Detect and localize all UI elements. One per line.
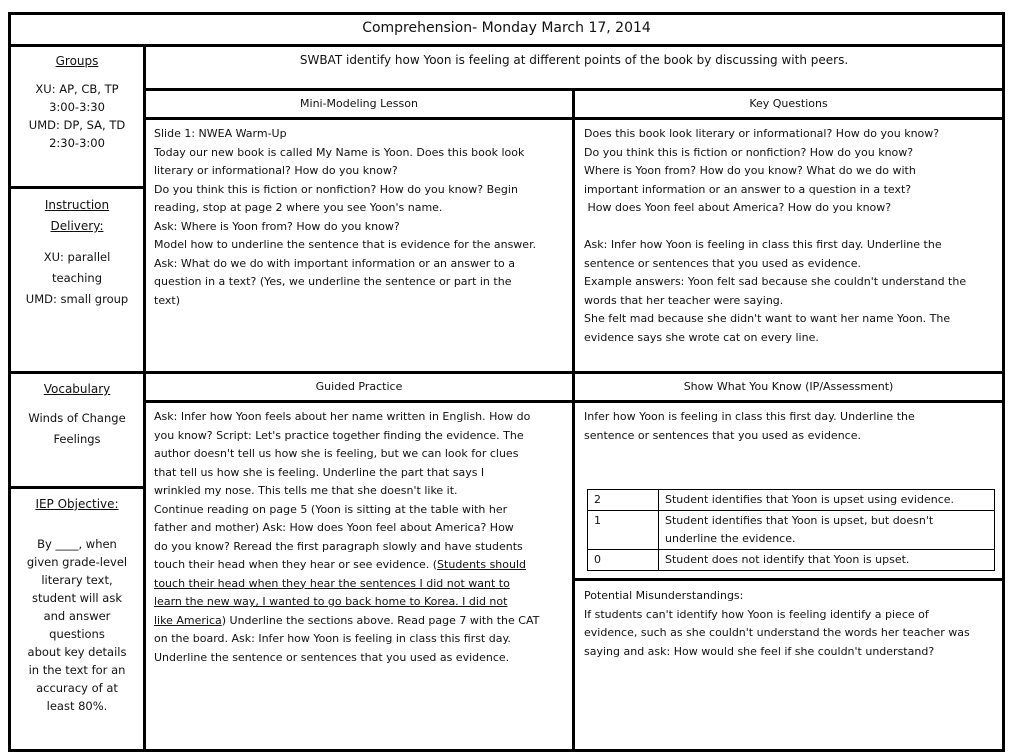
mini-lesson-line: reading, stop at page 2 where you see Yoon's name.: [154, 201, 443, 214]
rubric-row: [588, 511, 995, 550]
underlined-evidence: Students should: [437, 558, 527, 571]
instruction-section: [11, 195, 143, 365]
underlined-evidence: like America: [154, 613, 222, 627]
page-title: Comprehension- Monday March 17, 2014: [362, 20, 651, 36]
rubric-row: [588, 490, 995, 511]
vocabulary-word: Feelings: [53, 432, 101, 446]
key-question-line: Ask: Infer how Yoon is feeling in class this first day. Underline the: [584, 238, 942, 251]
mini-lesson-body: [154, 125, 570, 365]
mini-lesson-line: Do you think this is fiction or nonfiction? How do you know? Begin: [154, 182, 518, 196]
mini-lesson-line: Model how to underline the sentence that is evidence for the answer.: [154, 238, 537, 251]
rubric-score: 2: [588, 490, 659, 511]
groups-section: [11, 52, 143, 182]
rubric-score: 0: [588, 550, 659, 571]
rubric-description: Student identifies that Yoon is upset using evidence.: [659, 490, 995, 511]
iep-line: about key details: [27, 645, 127, 659]
instruction-heading-2: Delivery:: [50, 219, 104, 233]
iep-line: student will ask: [32, 591, 122, 605]
rubric-description: Student does not identify that Yoon is upset.: [659, 550, 995, 571]
key-question-line: Where is Yoon from? How do you know? What do we do with: [584, 164, 916, 177]
mini-lesson-line: Ask: Where is Yoon from? How do you know?: [154, 219, 400, 233]
iep-section: [11, 495, 143, 745]
iep-line: accuracy of at: [36, 681, 118, 695]
iep-line: questions: [49, 627, 105, 641]
iep-line: and answer: [43, 609, 111, 623]
key-questions-body: [584, 125, 1002, 365]
guided-text: ) Underline the sections above. Read page 7 with the CAT: [221, 613, 540, 627]
instruction-line: teaching: [51, 271, 103, 285]
instruction-line: XU: parallel: [43, 250, 111, 264]
misunderstandings-body: [584, 587, 1002, 747]
key-question-line: important information or an answer to a question in a text?: [584, 182, 912, 196]
groups-line: 3:00-3:30: [49, 100, 105, 114]
key-question-line: Example answers: Yoon felt sad because she couldn't understand the: [584, 275, 967, 288]
instruction-heading: Instruction: [44, 198, 110, 212]
guided-line: [154, 612, 570, 631]
assessment-header: Show What You Know (IP/Assessment): [683, 380, 894, 393]
guided-line: on the board. Ask: Infer how Yoon is feeling in class this first day.: [154, 632, 511, 645]
misunderstanding-line: If students can't identify how Yoon is feeling identify a piece of: [584, 607, 929, 621]
key-question-line: evidence says she wrote cat on every line.: [584, 330, 819, 344]
misunderstanding-line: saying and ask: How would she feel if she couldn't understand?: [584, 644, 935, 658]
iep-line: least 80%.: [46, 699, 108, 713]
assessment-line: Infer how Yoon is feeling in class this first day. Underline the: [584, 410, 915, 423]
mini-lesson-line: Slide 1: NWEA Warm-Up: [154, 127, 287, 140]
groups-heading: Groups: [55, 54, 99, 68]
guided-line: author doesn't tell us how she is feeling, but we can look for clues: [154, 447, 519, 460]
guided-line: that tell us how she is feeling. Underline the part that says I: [154, 465, 485, 479]
iep-line: given grade-level: [26, 555, 128, 569]
key-question-line: sentence or sentences that you used as evidence.: [584, 256, 861, 270]
misunderstanding-line: evidence, such as she couldn't understand the words her teacher was: [584, 626, 970, 639]
mini-lesson-line: question in a text? (Yes, we underline the sentence or part in the: [154, 275, 512, 288]
rubric-table: [587, 489, 995, 571]
guided-practice-body: [154, 408, 570, 748]
lesson-objective: SWBAT identify how Yoon is feeling at different points of the book by discussing with peers.: [299, 53, 849, 67]
guided-line: wrinkled my nose. This tells me that she doesn't like it.: [154, 484, 458, 497]
key-questions-header: Key Questions: [749, 97, 828, 110]
key-question-line: She felt mad because she didn't want to want her name Yoon. The: [584, 312, 951, 325]
guided-line: do you know? Reread the first paragraph slowly and have students: [154, 539, 523, 553]
key-question-line: [584, 218, 1002, 237]
groups-line: 2:30-3:00: [49, 136, 105, 150]
vocabulary-heading: Vocabulary: [43, 382, 111, 396]
iep-heading: IEP Objective:: [35, 497, 119, 511]
guided-line: [154, 556, 570, 575]
assessment-body: [584, 408, 1002, 448]
mini-lesson-line: Today our new book is called My Name is Yoon. Does this book look: [154, 145, 525, 159]
guided-line: Underline the sentence or sentences that you used as evidence.: [154, 650, 510, 664]
guided-line: Ask: Infer how Yoon feels about her name written in English. How do: [154, 410, 531, 423]
iep-line: By ____, when: [37, 537, 117, 551]
iep-line: literary text,: [41, 573, 113, 587]
underlined-evidence: learn the new way, I wanted to go back home to Korea. I did not: [154, 595, 508, 608]
iep-line: in the text for an: [28, 663, 126, 677]
groups-line: XU: AP, CB, TP: [35, 82, 119, 96]
instruction-line: UMD: small group: [25, 292, 129, 306]
mini-lesson-line: Ask: What do we do with important information or an answer to a: [154, 256, 516, 270]
underlined-evidence: touch their head when they hear the sentences I did not want to: [154, 576, 510, 590]
guided-practice-header: Guided Practice: [315, 380, 403, 393]
key-question-line: words that her teacher were saying.: [584, 293, 784, 307]
guided-text: touch their head when they hear or see evidence. (: [154, 558, 438, 571]
mini-lesson-line: literary or informational? How do you know?: [154, 164, 398, 177]
guided-line: you know? Script: Let's practice together finding the evidence. The: [154, 428, 524, 442]
guided-line: father and mother) Ask: How does Yoon feel about America? How: [154, 521, 514, 534]
misunderstanding-line: Potential Misunderstandings:: [584, 589, 744, 602]
mini-lesson-line: text): [154, 293, 181, 307]
rubric-score: 1: [588, 511, 659, 550]
guided-line: Continue reading on page 5 (Yoon is sitting at the table with her: [154, 502, 508, 516]
rubric-description: Student identifies that Yoon is upset, but doesn't underline the evidence.: [659, 511, 995, 550]
key-question-line: Does this book look literary or informational? How do you know?: [584, 127, 940, 140]
key-question-line: Do you think this is fiction or nonfiction? How do you know?: [584, 145, 914, 159]
groups-line: UMD: DP, SA, TD: [28, 118, 126, 132]
vocabulary-word: Winds of Change: [28, 411, 126, 425]
mini-lesson-header: Mini-Modeling Lesson: [300, 97, 418, 110]
key-question-line: How does Yoon feel about America? How do you know?: [584, 201, 892, 214]
assessment-line: sentence or sentences that you used as evidence.: [584, 428, 861, 442]
vocabulary-section: [11, 379, 143, 479]
rubric-row: [588, 550, 995, 571]
